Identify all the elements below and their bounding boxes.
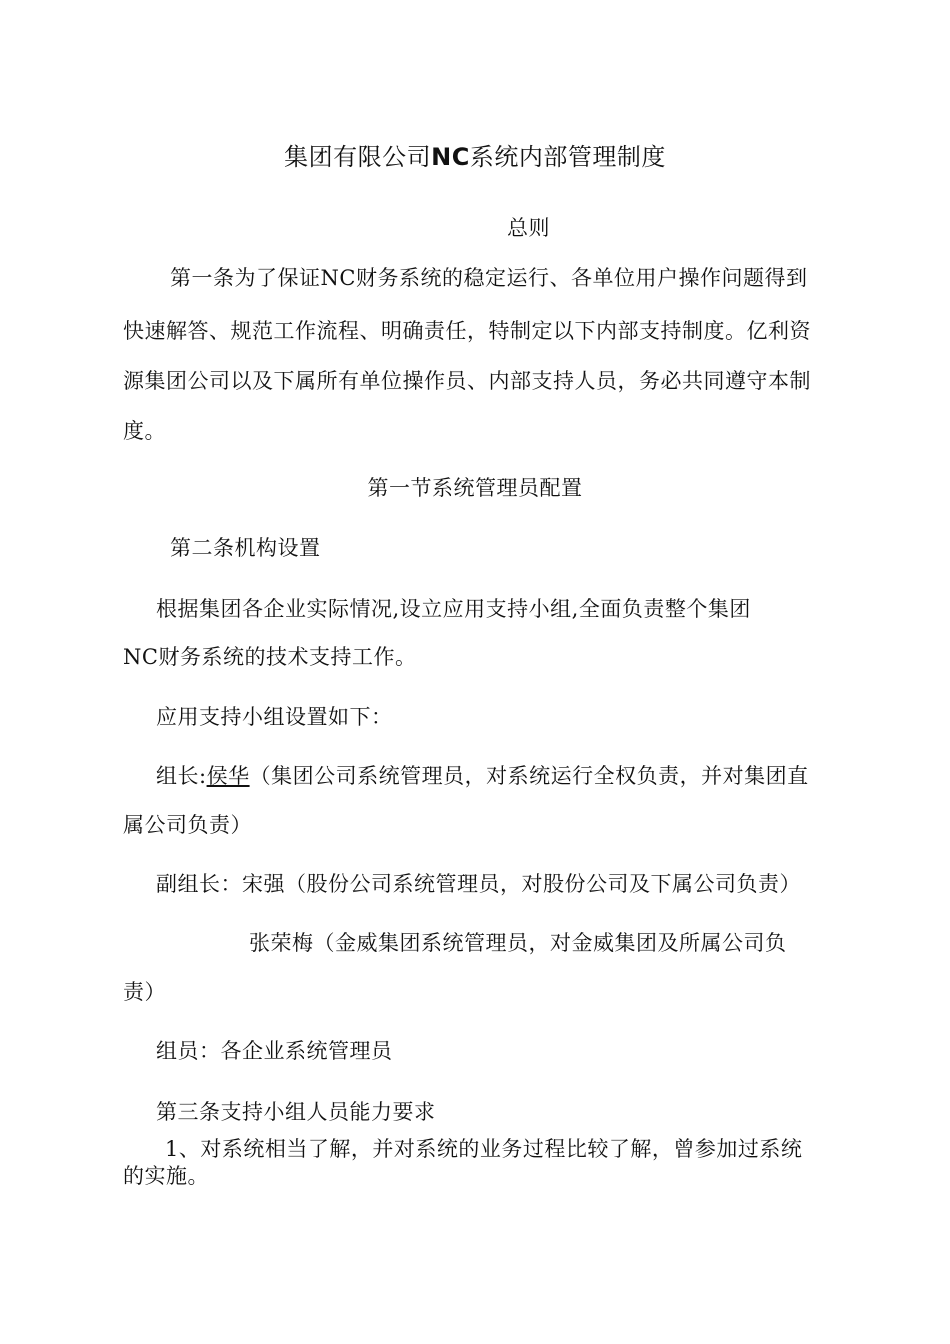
- section1-heading: 第一节系统管理员配置: [367, 476, 583, 500]
- title-prefix: 集团有限公司: [284, 143, 432, 171]
- article1-line1: 第一条为了保证NC财务系统的稳定运行、各单位用户操作问题得到: [170, 266, 808, 290]
- leader-name: 侯华: [206, 764, 250, 788]
- document-title: [0, 141, 950, 173]
- leader-label: 组长:: [156, 764, 207, 788]
- title-nc: NC: [431, 143, 470, 171]
- article1-line2: 快速解答、规范工作流程、明确责任，特制定以下内部支持制度。亿利资: [123, 319, 811, 343]
- article2-para2: 应用支持小组设置如下：: [156, 705, 393, 729]
- deputy-leader-line: 副组长：宋强（股份公司系统管理员，对股份公司及下属公司负责）: [156, 872, 801, 896]
- article2-para1-line1: 根据集团各企业实际情况,设立应用支持小组,全面负责整个集团: [156, 597, 751, 621]
- title-suffix: 系统内部管理制度: [469, 143, 666, 171]
- article1-line4: 度。: [123, 419, 166, 443]
- leader-description-cont: 属公司负责）: [123, 813, 252, 837]
- leader-line: [156, 762, 809, 790]
- deputy-leader2-line2: 责）: [123, 980, 166, 1004]
- article3-heading: 第三条支持小组人员能力要求: [156, 1100, 436, 1124]
- article2-heading: 第二条机构设置: [170, 536, 321, 560]
- article1-line3: 源集团公司以及下属所有单位操作员、内部支持人员，务必共同遵守本制: [123, 369, 811, 393]
- article2-para1-line2: NC财务系统的技术支持工作。: [123, 645, 417, 669]
- deputy-leader2-line1: 张荣梅（金威集团系统管理员，对金威集团及所属公司负: [249, 931, 787, 955]
- leader-description: （集团公司系统管理员，对系统运行全权负责，并对集团直: [249, 764, 809, 788]
- members-line: 组员：各企业系统管理员: [156, 1039, 393, 1063]
- article3-item1-line1: 1、对系统相当了解，并对系统的业务过程比较了解，曾参加过系统: [165, 1137, 803, 1161]
- general-provisions-heading: 总则: [507, 216, 550, 240]
- article3-item1-line2: 的实施。: [123, 1164, 209, 1188]
